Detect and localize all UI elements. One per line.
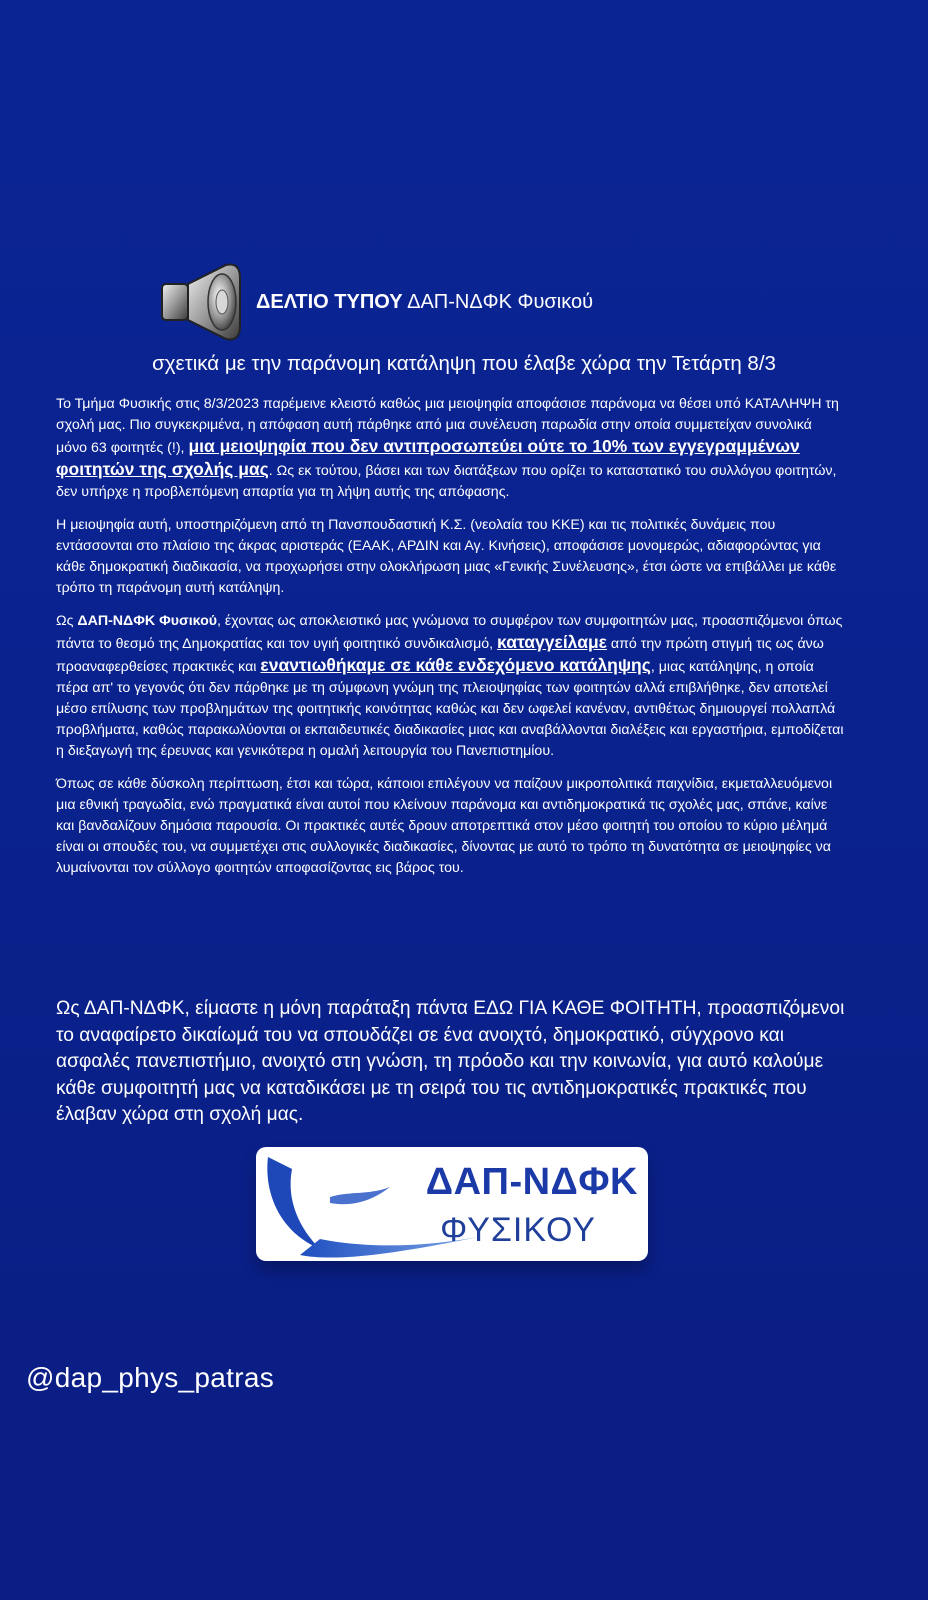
logo-subtitle: ΦΥΣΙΚΟΥ — [440, 1211, 596, 1249]
paragraph-1 — [56, 394, 846, 503]
instagram-handle[interactable]: @dap_phys_patras — [26, 1362, 275, 1393]
p3-highlight-1: καταγγείλαμε — [497, 632, 607, 652]
paragraph-3 — [56, 611, 846, 762]
p1-text-b: . Ως εκ τούτου, βάσει και των διατάξεων που ορίζει το καταστατικό του συλλόγου φοιτητών, δεν υπήρχε η προβλεπόμενη απαρτία για τη λήψη αυτής της απόφασης. — [56, 463, 837, 500]
body-text — [56, 394, 846, 891]
logo — [256, 1147, 648, 1261]
paragraph-2: Η μειοψηφία αυτή, υποστηριζόμενη από τη Πανσπουδαστική Κ.Σ. (νεολαία του ΚΚΕ) και τις πολιτικές δυνάμεις που εντάσσονται στο πλαίσιο της άκρας αριστεράς (ΕΑΑΚ, ΑΡΔΙΝ και Αγ. Κινήσεις), αποφάσισε μονομερώς, αδιαφορώντας για κάθε δημοκρατική διαδικασία, να προχωρήσει στην ολοκλήρωση μιας «Γενικής Συνέλευσης», έτσι ώστε να επιβάλλει με κάθε τρόπο τη παράνομη αυτή κατάληψη. — [56, 517, 837, 596]
subtitle: σχετικά με την παράνομη κατάληψη που έλαβε χώρα την Τετάρτη 8/3 — [152, 352, 776, 375]
p3-text-a: Ως — [56, 613, 78, 629]
p3-text-c: από την πρώτη στιγμή τις ως άνω προαναφερθείσες πρακτικές και — [56, 636, 824, 675]
paragraph-4: Όπως σε κάθε δύσκολη περίπτωση, έτσι και τώρα, κάποιοι επιλέγουν να παίζουν μικροπολιτικά παιχνίδια, εκμεταλλευόμενοι μια εθνική τραγωδία, ενώ πραγματικά είναι αυτοί που κλείνουν παράνομα και αντιδημοκρατικά τις σχολές μας, σπάνε, καίνε και βανδαλίζουν δημόσια παρουσία. Οι πρακτικές αυτές δρουν αποτρεπτικά στον μέσο φοιτητή του οποίου το κύριο μέλημά είναι οι σπουδές του, να συμμετέχει στις συλλογικές διαδικασίες, δίνοντας με αυτό το τρόπο τη δυνατότητα σε μειοψηφίες να λυμαίνονται τον σύλλογο φοιτητών αποφασίζοντας εις βάρος του. — [56, 776, 833, 876]
speaker-icon — [160, 262, 246, 342]
p1-text-a: Το Τμήμα Φυσικής στις 8/3/2023 παρέμεινε κλειστό καθώς μια μειοψηφία αποφάσισε παράνομα να θέσει υπό ΚΑΤΑΛΗΨΗ τη σχολή μας. Πιο συγκεκριμένα, η απόφαση αυτή πάρθηκε από μια συνέλευση παρωδία στην οποία συμμετείχαν συνολικά μόνο 63 φοιτητές (!), — [56, 396, 839, 456]
p3-text-d: , μιας κατάληψης, η οποία πέρα απ' το γεγονός ότι δεν πάρθηκε με τη σύμφωνη γνώμη της πλειοψηφίας των φοιτητών αλλά επιβλήθηκε, δεν αποτελεί μέσο επίλυσης των προβλημάτων της φοιτητικής κοινότητας καθώς και δεν ωφελεί κανέναν, αντιθέτως δημιουργεί πολλαπλά προβλήματα, καθώς παρακωλύονται οι εκπαιδευτικές διαδικασίες μιας και αναβάλλονται διαλέξεις και εργαστήρια, εμποδίζεται η διεξαγωγή της έρευνας και γενικότερα η ομαλή λειτουργία του Πανεπιστημίου. — [56, 659, 844, 759]
logo-name: ΔΑΠ-ΝΔΦΚ — [425, 1161, 638, 1203]
header — [160, 262, 760, 342]
p1-highlight: μια μειοψηφία που δεν αντιπροσωπεύει ούτε το 10% των εγγεγραμμένων φοιτητών της σχολής μας — [56, 436, 800, 479]
closing-paragraph: Ως ΔΑΠ-ΝΔΦΚ, είμαστε η μόνη παράταξη πάντα ΕΔΩ ΓΙΑ ΚΑΘΕ ΦΟΙΤΗΤΗ, προασπιζόμενοι το αναφαίρετο δικαίωμά του να σπουδάζει σε ένα ανοιχτό, δημοκρατικό, σύγχρονο και ασφαλές πανεπιστήμιο, ανοιχτό στη γνώση, τη πρόοδο και την κοινωνία, για αυτό καλούμε κάθε συμφοιτητή μας να καταδικάσει με τη σειρά του τις αντιδημοκρατικές πρακτικές που έλαβαν χώρα στη σχολή μας. — [56, 998, 845, 1125]
p3-bold-name: ΔΑΠ-ΝΔΦΚ Φυσικού — [77, 613, 217, 629]
title-bold: ΔΕΛΤΙΟ ΤΥΠΟΥ — [256, 290, 403, 313]
page-title — [256, 291, 593, 314]
p3-highlight-2: εναντιωθήκαμε σε κάθε ενδεχόμενο κατάληψης — [260, 655, 651, 675]
title-rest: ΔΑΠ-ΝΔΦΚ Φυσικού — [407, 290, 594, 313]
p3-text-b: , έχοντας ως αποκλειστικό μας γνώμονα το συμφέρον των συμφοιτητών μας, προασπιζόμενοι όπως πάντα το θεσμό της Δημοκρατίας και τον υγιή φοιτητικό συνδικαλισμό, — [56, 613, 843, 652]
